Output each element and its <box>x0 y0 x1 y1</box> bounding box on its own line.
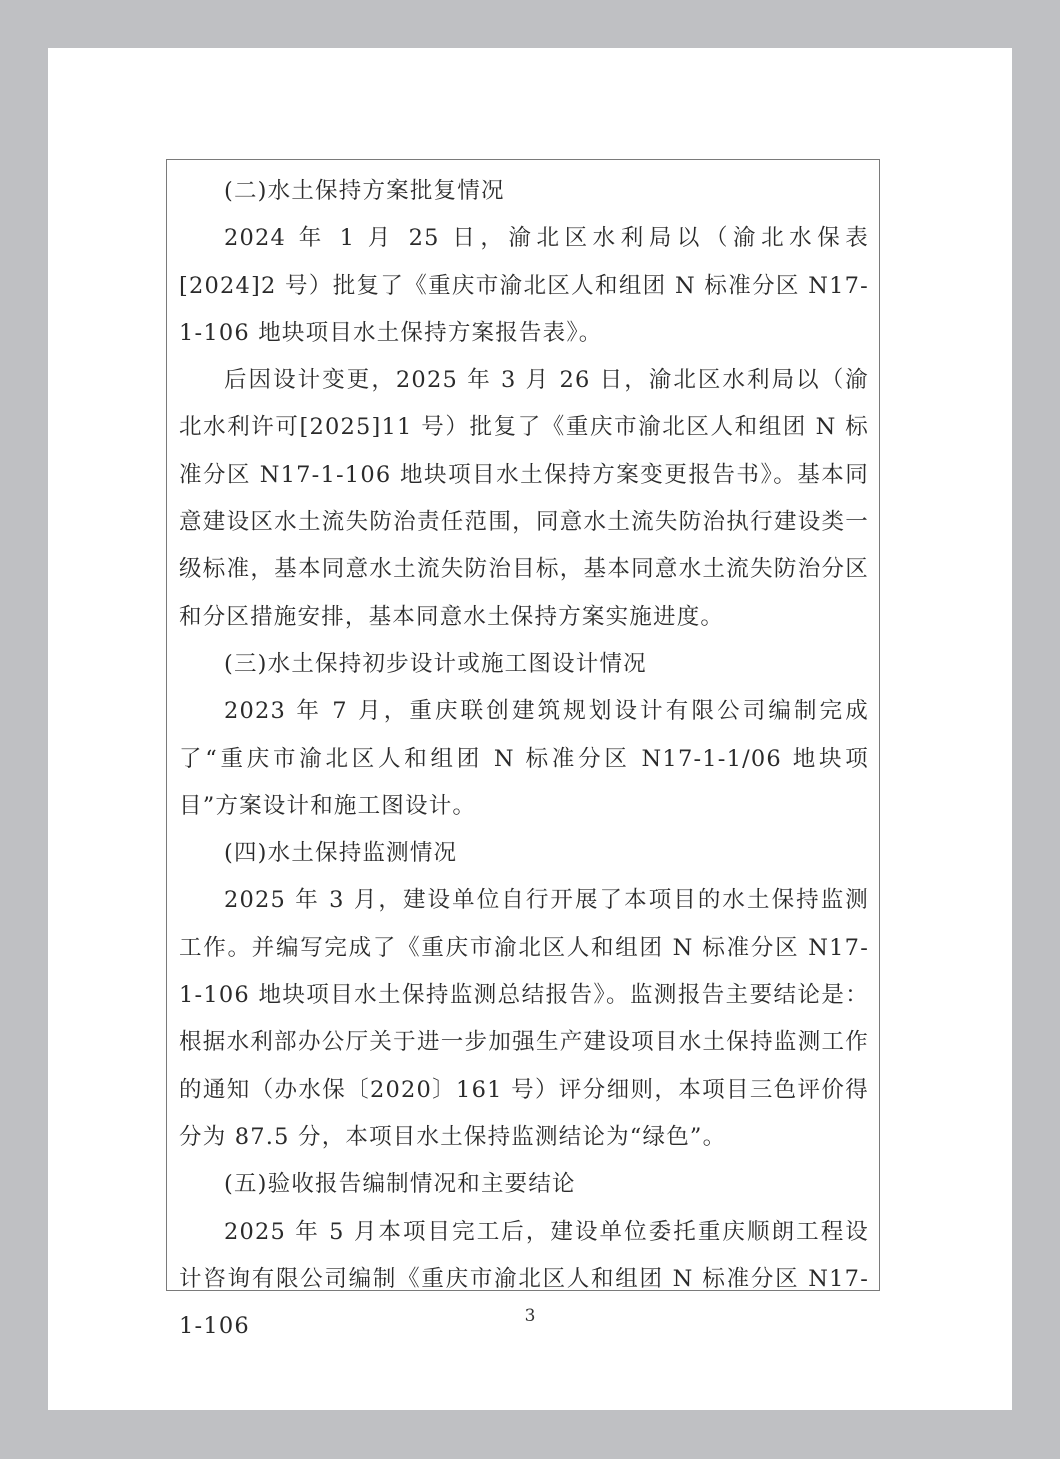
text-frame <box>166 159 880 1340</box>
section-heading-acceptance: (五)验收报告编制情况和主要结论 <box>224 1171 576 1198</box>
paragraph-monitoring: 2025 年 3 月，建设单位自行开展了本项目的水土保持监测工作。并编写完成了《重庆市渝北区人和组团 N 标准分区 N17-1-106 地块项目水土保持监测总结报告》。监测报告主要结论是：根据水利部办公厅关于进一步加强生产建设项目水土保持监测工作的通知（办水保〔2020〕161 号）评分细则，本项目三色评价得分为 87.5 分，本项目水土保持监测结论为“绿色”。 <box>179 887 869 1150</box>
paragraph-design: 2023 年 7 月，重庆联创建筑规划设计有限公司编制完成了“重庆市渝北区人和组团 N 标准分区 N17-1-1/06 地块项目”方案设计和施工图设计。 <box>179 698 869 819</box>
page-body <box>179 168 869 1350</box>
page-number: 3 <box>524 1306 536 1326</box>
section-heading-monitoring: (四)水土保持监测情况 <box>224 840 458 867</box>
paragraph-approval-2024: 2024 年 1 月 25 日，渝北区水利局以（渝北水保表[2024]2 号）批复了《重庆市渝北区人和组团 N 标准分区 N17-1-106 地块项目水土保持方案报告表》。 <box>179 225 869 346</box>
document-page <box>48 48 1012 1410</box>
section-heading-design: (三)水土保持初步设计或施工图设计情况 <box>224 650 647 677</box>
paragraph-approval-2025: 后因设计变更，2025 年 3 月 26 日，渝北区水利局以（渝北水利许可[2025]11 号）批复了《重庆市渝北区人和组团 N 标准分区 N17-1-106 地块项目水土保持方案变更报告书》。基本同意建设区水土流失防治责任范围，同意水土流失防治执行建设类一级标准，基本同意水土流失防治目标，基本同意水土流失防治分区和分区措施安排，基本同意水土保持方案实施进度。 <box>179 367 869 630</box>
paragraph-acceptance: 2025 年 5 月本项目完工后，建设单位委托重庆顺朗工程设计咨询有限公司编制《重庆市渝北区人和组团 N 标准分区 N17-1-106 <box>179 1218 869 1340</box>
section-heading-approval: (二)水土保持方案批复情况 <box>224 178 505 204</box>
